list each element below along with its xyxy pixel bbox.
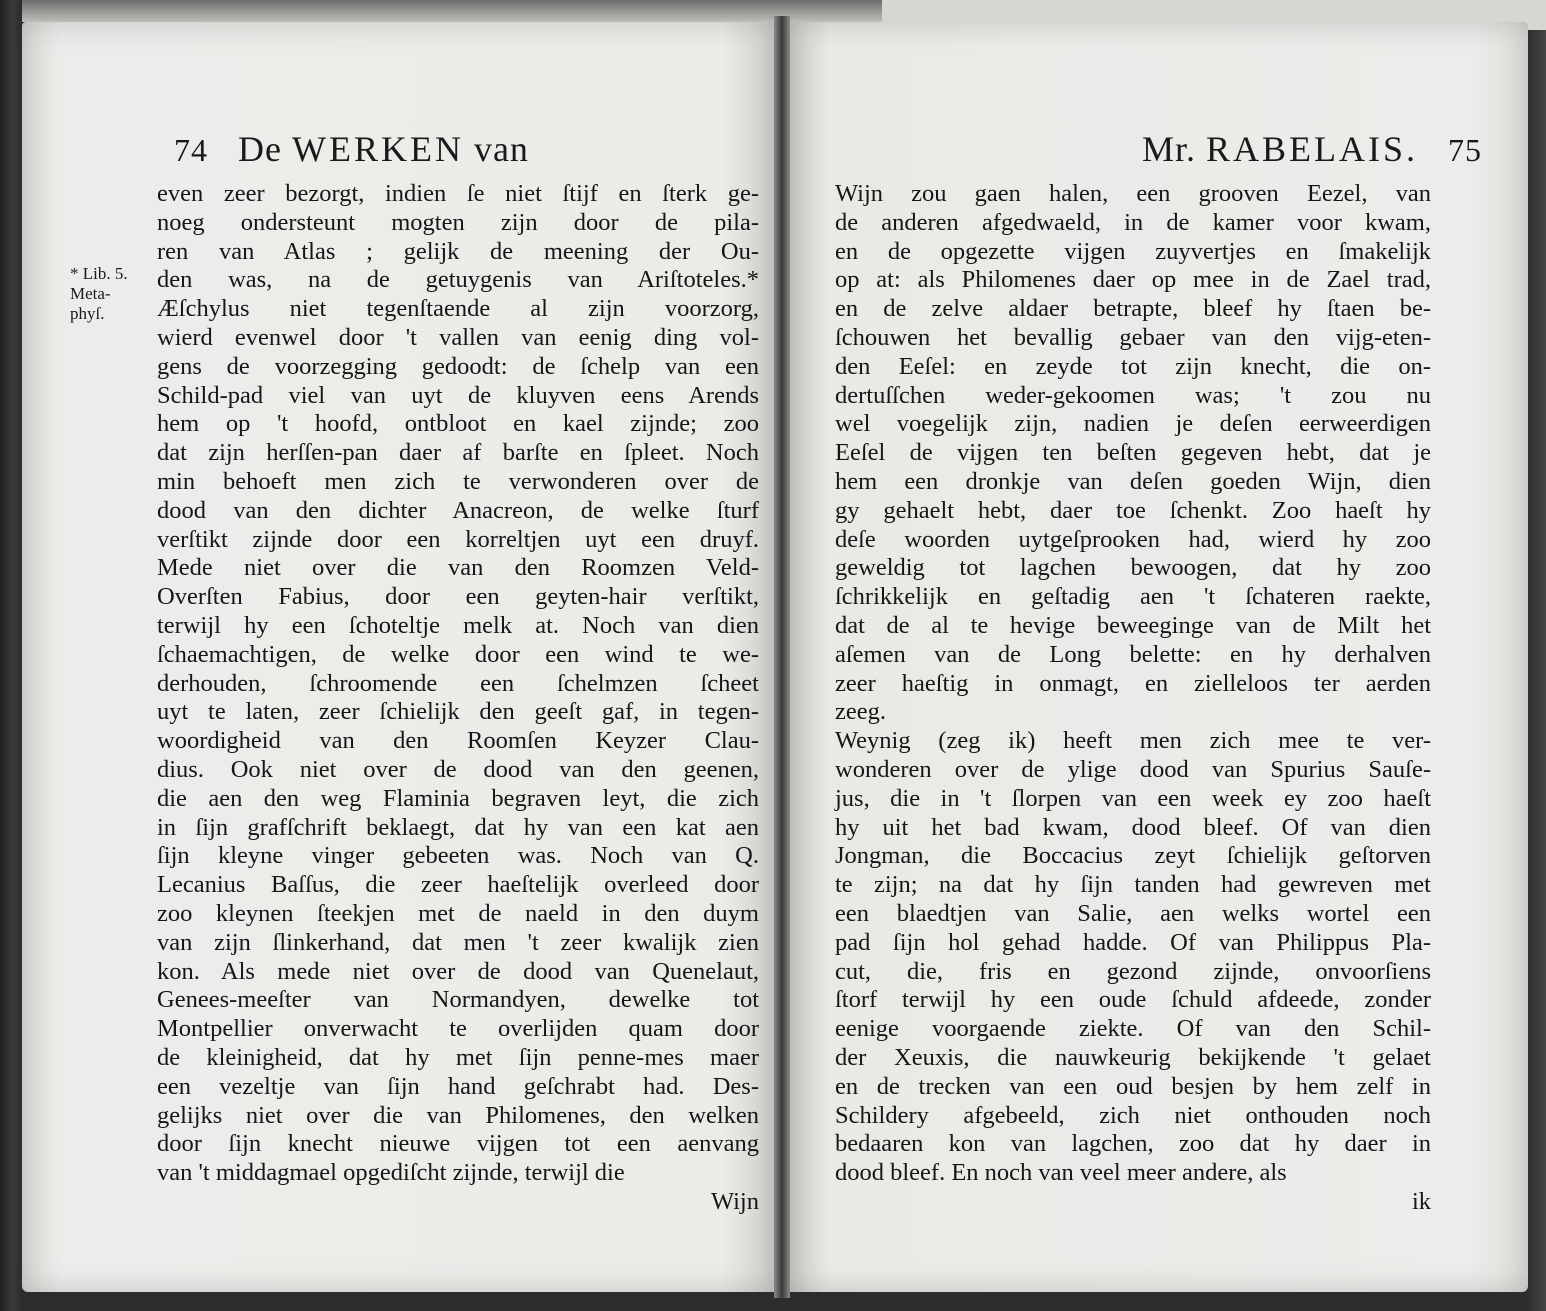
text-line: op at: als Philomenes daer op mee in de Zael trad, <box>835 266 1431 294</box>
text-line: Æſchylus niet tegenſtaende al zijn voorzorg, <box>157 295 759 323</box>
page-number-left: 74 <box>174 132 208 168</box>
page-number-right: 75 <box>1448 132 1482 168</box>
text-line: die aen den weg Flaminia begraven leyt, die zich <box>157 784 759 812</box>
text-line: geweldig tot lagchen bewoogen, dat hy zoo <box>835 554 1431 582</box>
text-line: door ſijn knecht nieuwe vijgen tot een aenvang <box>157 1130 759 1158</box>
text-line: een blaedtjen van Salie, aen welks wortel een <box>835 899 1431 927</box>
text-line: Eeſel de vijgen ten beſten gegeven hebt, dat je <box>835 439 1431 467</box>
left-page-body <box>157 180 759 1217</box>
text-line: wonderen over de ylige dood van Spurius Sauſe- <box>835 755 1431 783</box>
text-line: der Xeuxis, die nauwkeurig bekijkende 't gelaet <box>835 1043 1431 1071</box>
text-line: kon. Als mede niet over de dood van Quenelaut, <box>157 957 759 985</box>
text-line: en de trecken van een oud besjen by hem zelf in <box>835 1072 1431 1100</box>
left-page <box>22 22 774 1292</box>
text-line: dius. Ook niet over de dood van den geenen, <box>157 755 759 783</box>
text-line: gy gehaelt hebt, daer toe ſchenkt. Zoo haeſt hy <box>835 496 1431 524</box>
text-line: Schildery afgebeeld, zich niet onthouden noch <box>835 1101 1431 1129</box>
text-line: even zeer bezorgt, indien ſe niet ſtijf en ſterk ge- <box>157 180 759 207</box>
text-line: ſchouwen het bevallig gebaer van den vijg-eten- <box>835 323 1431 351</box>
text-line: bedaaren kon van lagchen, zoo dat hy daer in <box>835 1130 1431 1158</box>
text-line: Mede niet over die van den Roomzen Veld- <box>157 554 759 582</box>
text-line: een vezeltje van ſijn hand geſchrabt had. Des- <box>157 1072 759 1100</box>
text-line: eenige voorgaende ziekte. Of van den Schil- <box>835 1015 1431 1043</box>
text-line: hem een dronkje van deſen goeden Wijn, dien <box>835 467 1431 495</box>
text-line: Genees-meeſter van Normandyen, dewelke tot <box>157 986 759 1014</box>
text-line: uyt te laten, zeer ſchielijk den geeſt gaf, in tegen- <box>157 698 759 726</box>
text-line: dood bleef. En noch van veel meer andere, als <box>835 1159 1287 1187</box>
margin-note-line: phyſ. <box>70 304 105 323</box>
text-line: ſchaemachtigen, de welke door een wind te we- <box>157 640 759 668</box>
text-line: derhouden, ſchroomende een ſchelmzen ſcheet <box>157 669 759 697</box>
text-line: deſe woorden uytgeſprooken had, wierd hy zoo <box>835 525 1431 553</box>
text-line: van 't middagmael opgediſcht zijnde, terwijl die <box>157 1159 625 1187</box>
text-line: hem op 't hoofd, ontbloot en kael zijnde; zoo <box>157 410 759 438</box>
running-title-prefix: De <box>238 129 282 169</box>
text-line: dat de al te hevige beweeginge van de Milt het <box>835 611 1431 639</box>
text-line: ſchrikkelijk en geſtadig aen 't ſchateren raekte, <box>835 583 1431 611</box>
text-line: zoo kleynen ſteekjen met de naeld in den duym <box>157 899 759 927</box>
text-line: Jongman, die Boccacius zeyt ſchielijk geſtorven <box>835 842 1431 870</box>
text-line: terwijl hy een ſchoteltje melk at. Noch van dien <box>157 611 759 639</box>
text-line: wel voegelijk zijn, nadien je deſen eerweerdigen <box>835 410 1431 438</box>
text-line: den was, na de getuygenis van Ariſtoteles.* <box>157 266 759 294</box>
text-line: Schild-pad viel van uyt de kluyven eens Arends <box>157 381 759 409</box>
text-line: de kleinigheid, dat hy met ſijn penne-mes maer <box>157 1043 759 1071</box>
text-line: de anderen afgedwaeld, in de kamer voor kwam, <box>835 208 1431 236</box>
text-line: aſemen van de Long belette: en hy derhalven <box>835 640 1431 668</box>
text-line: pad ſijn hol gehad hadde. Of van Philippus Pla- <box>835 928 1431 956</box>
book-gutter <box>774 16 790 1298</box>
running-title-suffix: van <box>473 129 529 169</box>
text-line: van zijn ſlinkerhand, dat men 't zeer kwalijk zien <box>157 928 759 956</box>
text-line: den Eeſel: en zeyde tot zijn knecht, die on- <box>835 352 1431 380</box>
margin-note-line: Meta- <box>70 284 111 303</box>
running-title-prefix: Mr. <box>1141 129 1196 169</box>
catchword: Wijn <box>710 1187 759 1215</box>
marginal-note <box>70 264 160 324</box>
text-line: Overſten Fabius, door een geyten-hair verſtikt, <box>157 583 759 611</box>
text-line: dat zijn herſſen-pan daer af barſte en ſpleet. Noch <box>157 439 759 467</box>
text-line: noeg ondersteunt mogten zijn door de pila- <box>157 208 759 236</box>
margin-note-line: * Lib. 5. <box>70 264 128 283</box>
text-line: jus, die in 't ſlorpen van een week ey zoo haeſt <box>835 784 1431 812</box>
running-title-caps: RABELAIS. <box>1205 129 1418 169</box>
text-line: ſijn kleyne vinger gebeeten was. Noch van Q. <box>157 842 759 870</box>
text-line: verſtikt zijnde door een korreltjen uyt een druyf. <box>157 525 759 553</box>
text-line: dood van den dichter Anacreon, de welke ſturf <box>157 496 759 524</box>
right-page-body <box>835 180 1431 1217</box>
text-line: min behoeft men zich te verwonderen over de <box>157 467 759 495</box>
text-line: zeeg. <box>835 698 886 726</box>
text-line: ſtorf terwijl hy een oude ſchuld afdeede, zonder <box>835 986 1431 1014</box>
text-line: zeer haeſtig in onmagt, en zielleloos ter aerden <box>835 669 1431 697</box>
text-line: cut, die, fris en gezond zijnde, onvoorſiens <box>835 957 1431 985</box>
text-line: Montpellier onverwacht te overlijden quam door <box>157 1015 759 1043</box>
text-line: Weynig (zeg ik) heeft men zich mee te ver- <box>835 727 1431 755</box>
text-line: woordigheid van den Roomſen Keyzer Clau- <box>157 727 759 755</box>
text-line: Lecanius Baſſus, die zeer haeſtelijk overleed door <box>157 871 759 899</box>
text-line: wierd evenwel door 't vallen van eenig ding vol- <box>157 323 759 351</box>
text-line: te zijn; na dat hy ſijn tanden had gewreven met <box>835 871 1431 899</box>
text-line: en de opgezette vijgen zuyvertjes en ſmakelijk <box>835 237 1431 265</box>
text-line: gelijks niet over die van Philomenes, den welken <box>157 1101 759 1129</box>
left-page-header <box>174 128 529 170</box>
right-page-header <box>1142 128 1482 170</box>
text-line: en de zelve aldaer betrapte, bleef hy ſtaen be- <box>835 295 1431 323</box>
text-line: dertuſſchen weder-gekoomen was; 't zou nu <box>835 381 1431 409</box>
right-page <box>790 22 1528 1292</box>
text-line: in ſijn grafſchrift beklaegt, dat hy van een kat aen <box>157 813 759 841</box>
running-title-caps: WERKEN <box>291 129 464 169</box>
text-line: ren van Atlas ; gelijk de meening der Ou- <box>157 237 759 265</box>
text-line: hy uit het bad kwam, dood bleef. Of van dien <box>835 813 1431 841</box>
text-line: gens de voorzegging gedoodt: de ſchelp van een <box>157 352 759 380</box>
text-line: Wijn zou gaen halen, een grooven Eezel, van <box>835 180 1431 207</box>
catchword: ik <box>1411 1187 1431 1215</box>
